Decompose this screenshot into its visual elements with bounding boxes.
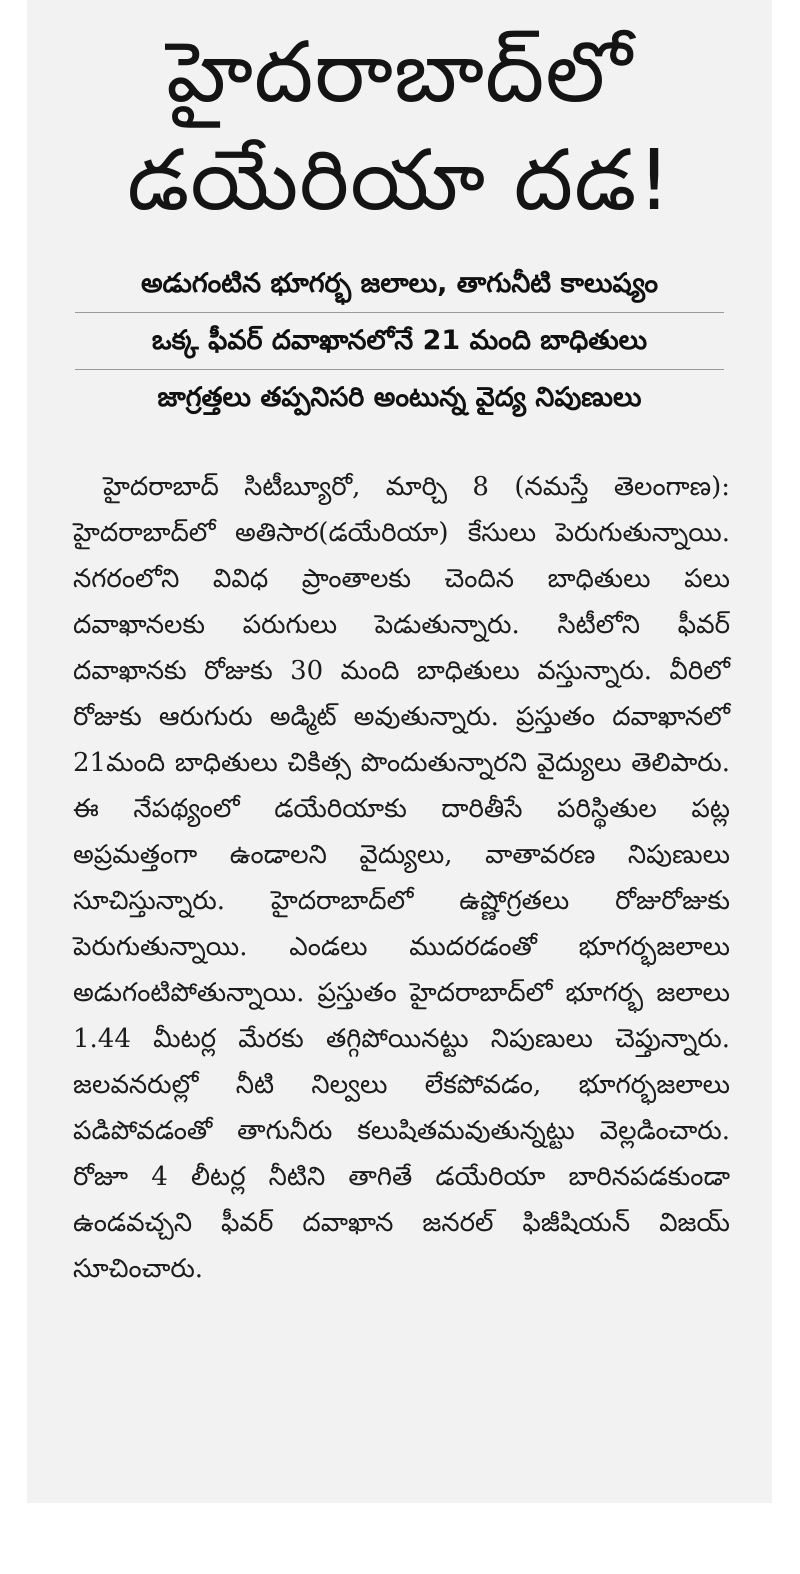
subheading-2: ఒక్క ఫీవర్ దవాఖానలోనే 21 మంది బాధితులు — [151, 325, 648, 356]
headline — [27, 0, 772, 234]
subheadings — [27, 256, 772, 426]
headline-line-2: డయేరియా దడ! — [127, 131, 672, 229]
subheading-1: అడుగంటిన భూగర్భ జలాలు, తాగునీటి కాలుష్యం — [140, 268, 659, 299]
newspaper-clipping — [27, 0, 772, 1503]
article-body: హైదరాబాద్ సిటీబ్యూరో, మార్చి 8 (నమస్తే తెలంగాణ): హైదరాబాద్‌లో అతిసార(డయేరియా) కేసులు పెరుగుతున్నాయి. నగరంలోని వివిధ ప్రాంతాలకు చెందిన బాధితులు పలు దవాఖానలకు పరుగులు పెడుతున్నారు. సిటీలోని ఫీవర్ దవాఖానకు రోజుకు 30 మంది బాధితులు వస్తున్నారు. వీరిలో రోజుకు ఆరుగురు అడ్మిట్ అవుతున్నారు. ప్రస్తుతం దవాఖానలో 21మంది బాధితులు చికిత్స పొందుతున్నారని వైద్యులు తెలిపారు. ఈ నేపథ్యంలో డయేరియాకు దారితీసే పరిస్థితుల పట్ల అప్రమత్తంగా ఉండాలని వైద్యులు, వాతావరణ నిపుణులు సూచిస్తున్నారు. హైదరాబాద్‌లో ఉష్ణోగ్రతలు రోజురోజుకు పెరుగుతున్నాయి. ఎండలు ముదరడంతో భూగర్భజలాలు అడుగంటిపోతున్నాయి. ప్రస్తుతం హైదరాబాద్‌లో భూగర్భ జలాలు 1.44 మీటర్ల మేరకు తగ్గిపోయినట్టు నిపుణులు చెప్తున్నారు. జలవనరుల్లో నీటి నిల్వలు లేకపోవడం, భూగర్భజలాలు పడిపోవడంతో తాగునీరు కలుషితమవుతున్నట్టు వెల్లడించారు. రోజూ 4 లీటర్ల నీటిని తాగితే డయేరియా బారినపడకుండా ఉండవచ్చని ఫీవర్ దవాఖాన జనరల్ ఫిజీషియన్ విజయ్ సూచించారు. — [73, 472, 730, 1284]
headline-line-1: హైదరాబాద్‌లో — [166, 23, 633, 121]
subheading-3: జాగ్రత్తలు తప్పనిసరి అంటున్న వైద్య నిపుణులు — [157, 382, 642, 413]
